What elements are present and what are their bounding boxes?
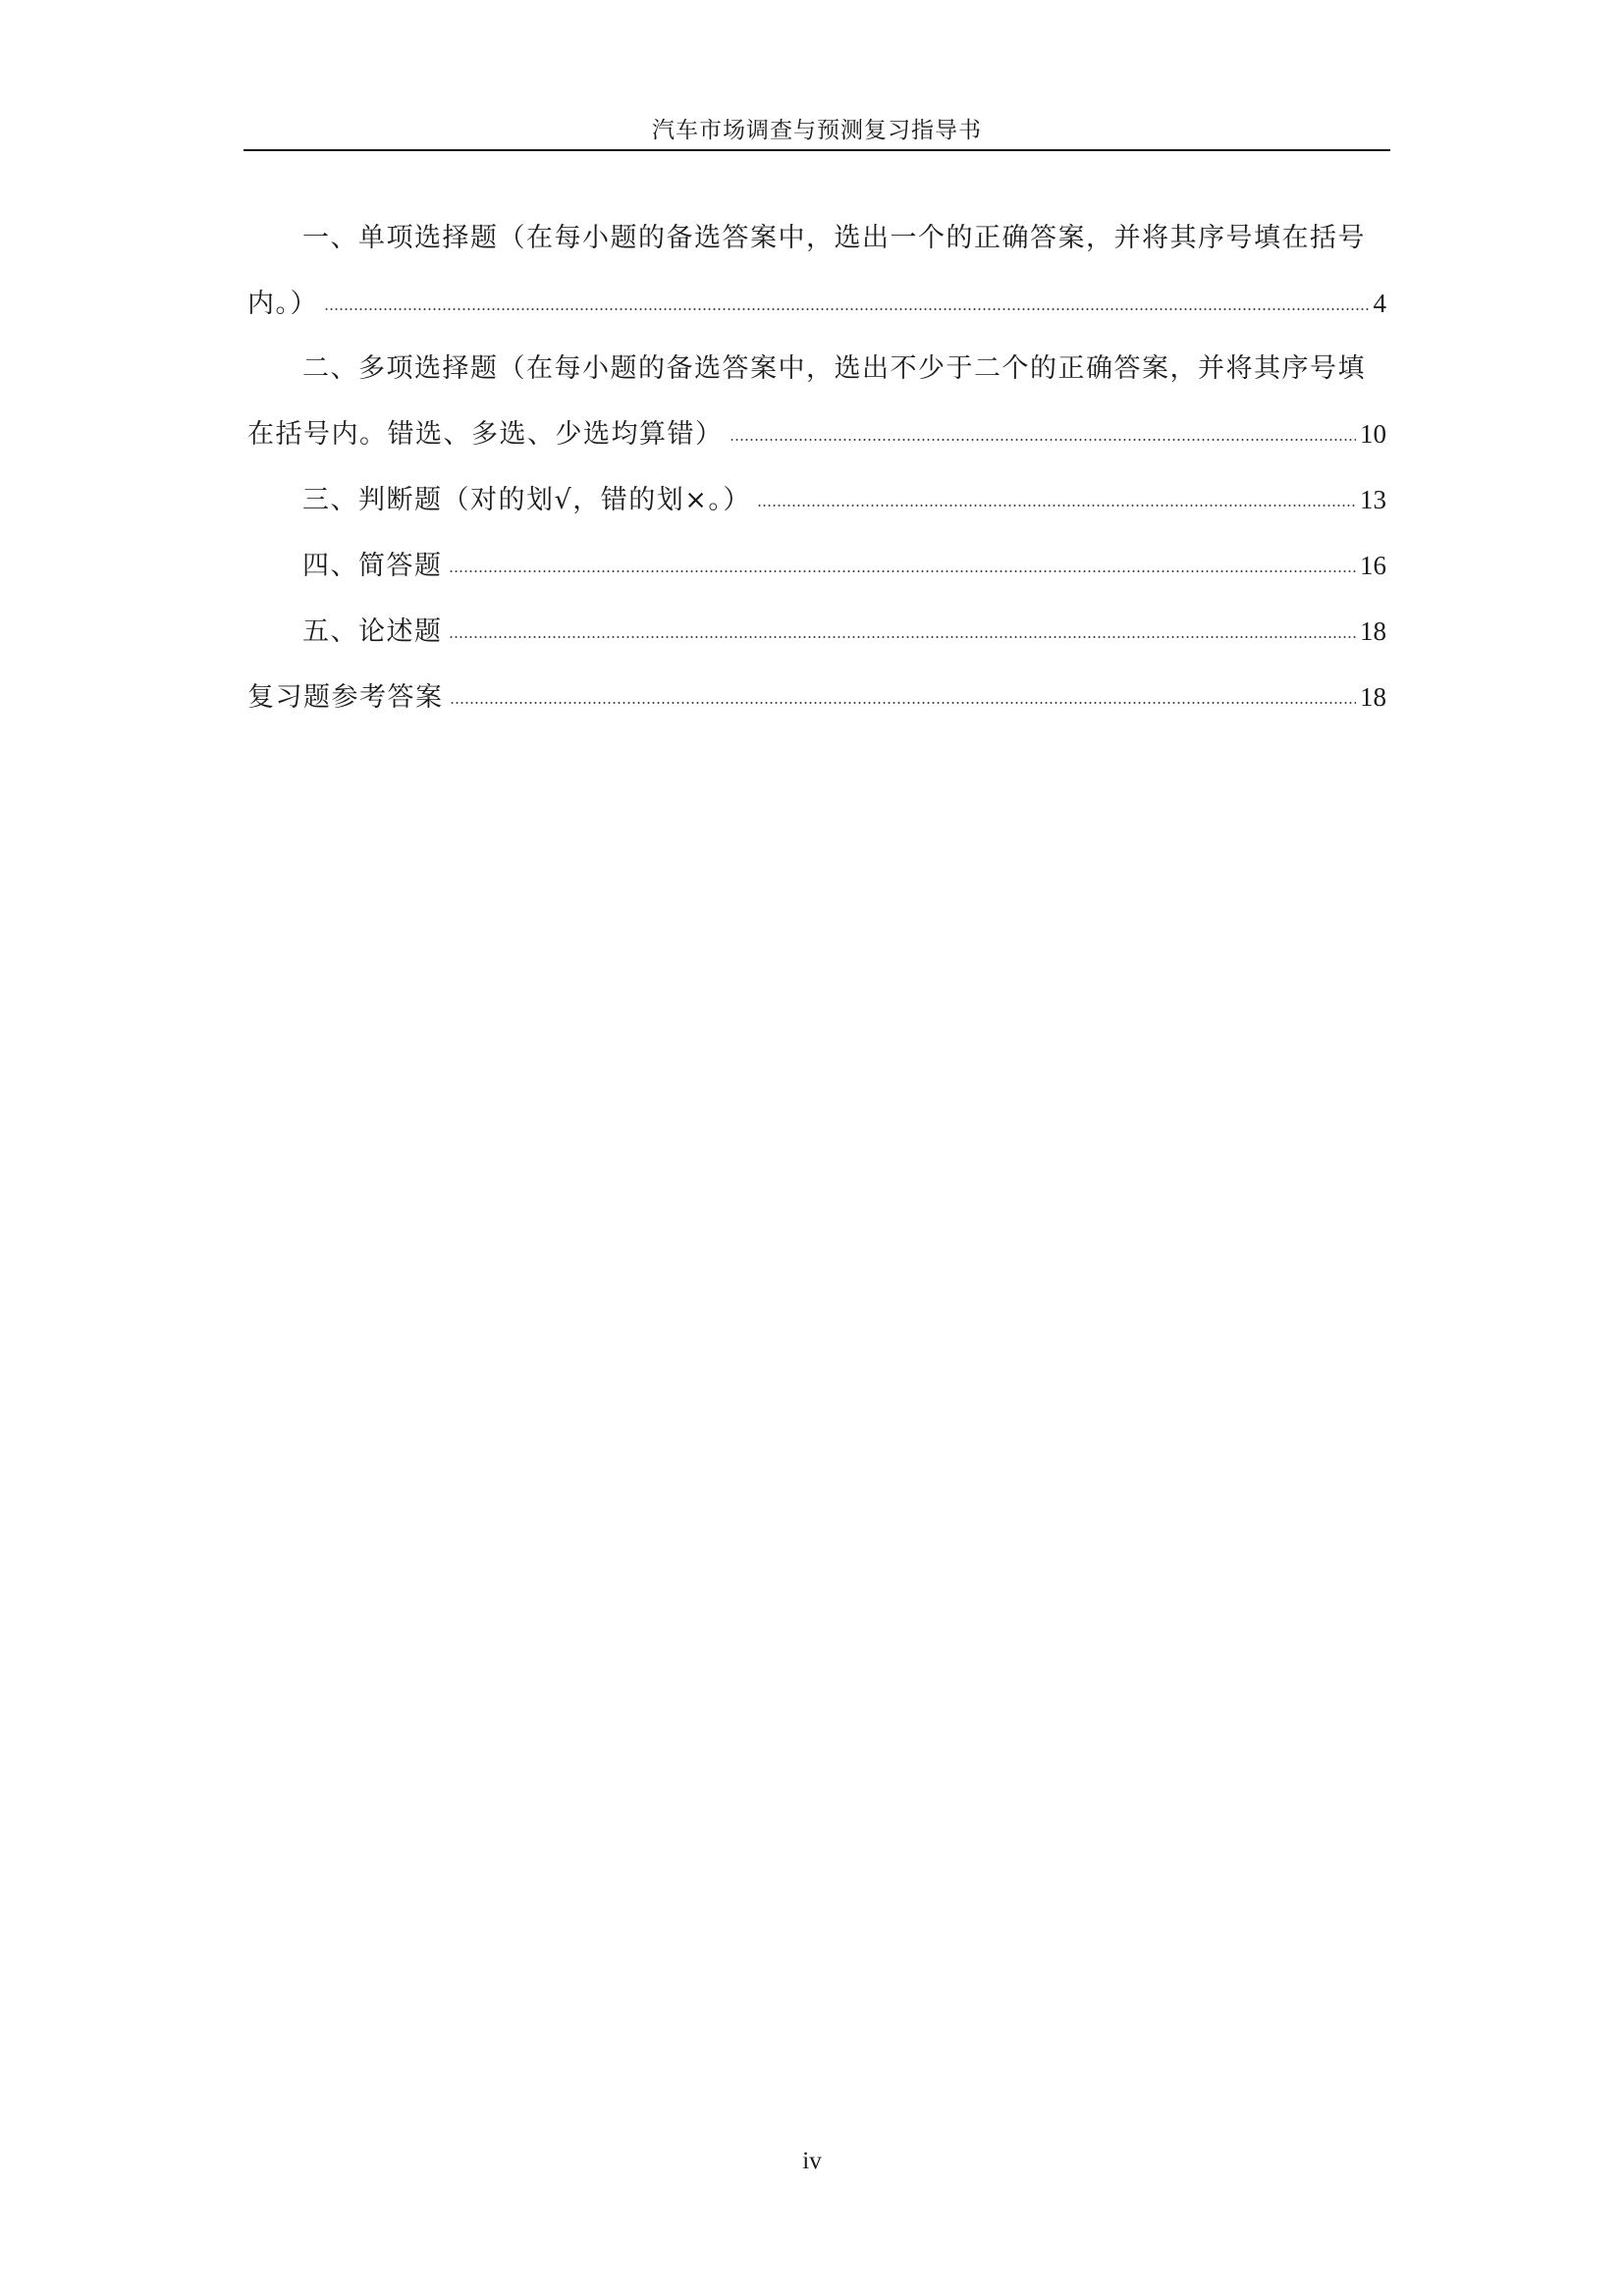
toc-page-number: 16 [1360, 551, 1386, 580]
toc-entry-text: 复习题参考答案 [247, 682, 444, 713]
toc-entry-answer-key[interactable] [247, 665, 1386, 730]
toc-entry-text-line2: 内。） [247, 289, 318, 319]
toc-entry-text-line2: 在括号内。错选、多选、少选均算错） [247, 419, 724, 450]
toc-entry-essay[interactable] [247, 599, 1386, 665]
toc-page-number: 18 [1360, 616, 1386, 646]
toc-page-number: 4 [1373, 289, 1386, 318]
toc-page-number: 13 [1360, 485, 1386, 514]
toc-entry-short-answer[interactable] [247, 533, 1386, 599]
dot-leader [449, 570, 1357, 572]
running-header: 汽车市场调查与预测复习指导书 [652, 118, 982, 143]
dot-leader [757, 505, 1356, 507]
toc-entry-text: 四、简答题 [302, 551, 443, 581]
toc-entry-text: 三、判断题（对的划√，错的划×。） [302, 485, 751, 515]
toc-entry-true-false[interactable] [247, 467, 1386, 533]
toc-entry-text-line1: 一、单项选择题（在每小题的备选答案中，选出一个的正确答案，并将其序号填在括号 [302, 223, 1366, 253]
toc-entry-single-choice[interactable] [247, 206, 1386, 337]
toc-page-number: 18 [1360, 682, 1386, 712]
dot-leader [450, 702, 1357, 704]
toc-entry-text: 五、论述题 [302, 616, 443, 647]
toc-page-number: 10 [1360, 419, 1386, 449]
dot-leader [730, 439, 1357, 441]
toc-entry-text-line1: 二、多项选择题（在每小题的备选答案中，选出不少于二个的正确答案，并将其序号填 [302, 353, 1366, 384]
table-of-contents [247, 206, 1386, 730]
page-number: iv [802, 2148, 822, 2174]
dot-leader [449, 636, 1357, 638]
dot-leader [324, 308, 1370, 310]
header-rule [244, 149, 1390, 151]
toc-entry-multiple-choice[interactable] [247, 337, 1386, 467]
